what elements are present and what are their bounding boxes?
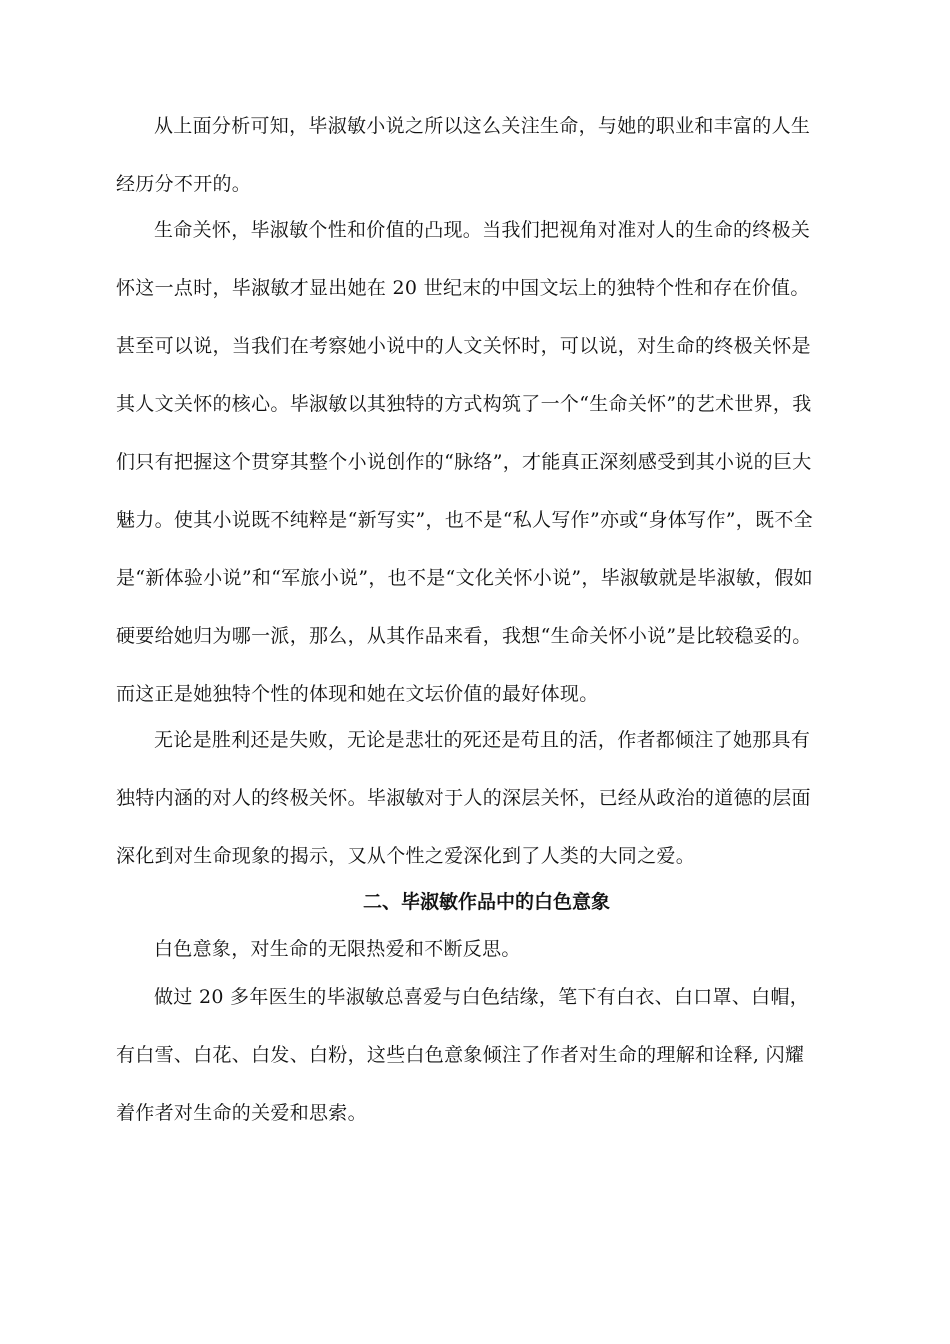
paragraph-ultimate-care: 无论是胜利还是失败，无论是悲壮的死还是苟且的活，作者都倾注了她那具有独特内涵的对人的终极关怀。毕淑敏对于人的深层关怀，已经从政治的道德的层面深化到对生命现象的揭示，又从个性之爱深化到了人类的大同之爱。 (116, 729, 811, 867)
paragraph-career-background: 从上面分析可知，毕淑敏小说之所以这么关注生命，与她的职业和丰富的人生经历分不开的。 (116, 115, 811, 195)
paragraph-white-imagery-detail: 做过 20 多年医生的毕淑敏总喜爱与白色结缘，笔下有白衣、白口罩、白帽，有白雪、白花、白发、白粉，这些白色意象倾注了作者对生命的理解和诠释, 闪耀着作者对生命的关爱和思索。 (116, 986, 810, 1124)
paragraph-life-care: 生命关怀，毕淑敏个性和价值的凸现。当我们把视角对准对人的生命的终极关怀这一点时，毕淑敏才显出她在 20 世纪末的中国文坛上的独特个性和存在价值。甚至可以说，当我们在考察她小说中的人文关怀时，可以说，对生命的终极关怀是其人文关怀的核心。毕淑敏以其独特的方式构筑了一个“生命关怀”的艺术世界，我们只有把握这个贯穿其整个小说创作的“脉络”，才能真正深刻感受到其小说的巨大魅力。使其小说既不纯粹是“新写实”，也不是“私人写作”亦或“身体写作”，既不全是“新体验小说”和“军旅小说”，也不是“文化关怀小说”，毕淑敏就是毕淑敏，假如硬要给她归为哪一派，那么，从其作品来看，我想“生命关怀小说”是比较稳妥的。而这正是她独特个性的体现和她在文坛价值的最好体现。 (116, 219, 813, 705)
section-heading: 二、毕淑敏作品中的白色意象 (362, 891, 610, 913)
paragraph-white-imagery-intro: 白色意象，对生命的无限热爱和不断反思。 (154, 938, 521, 960)
